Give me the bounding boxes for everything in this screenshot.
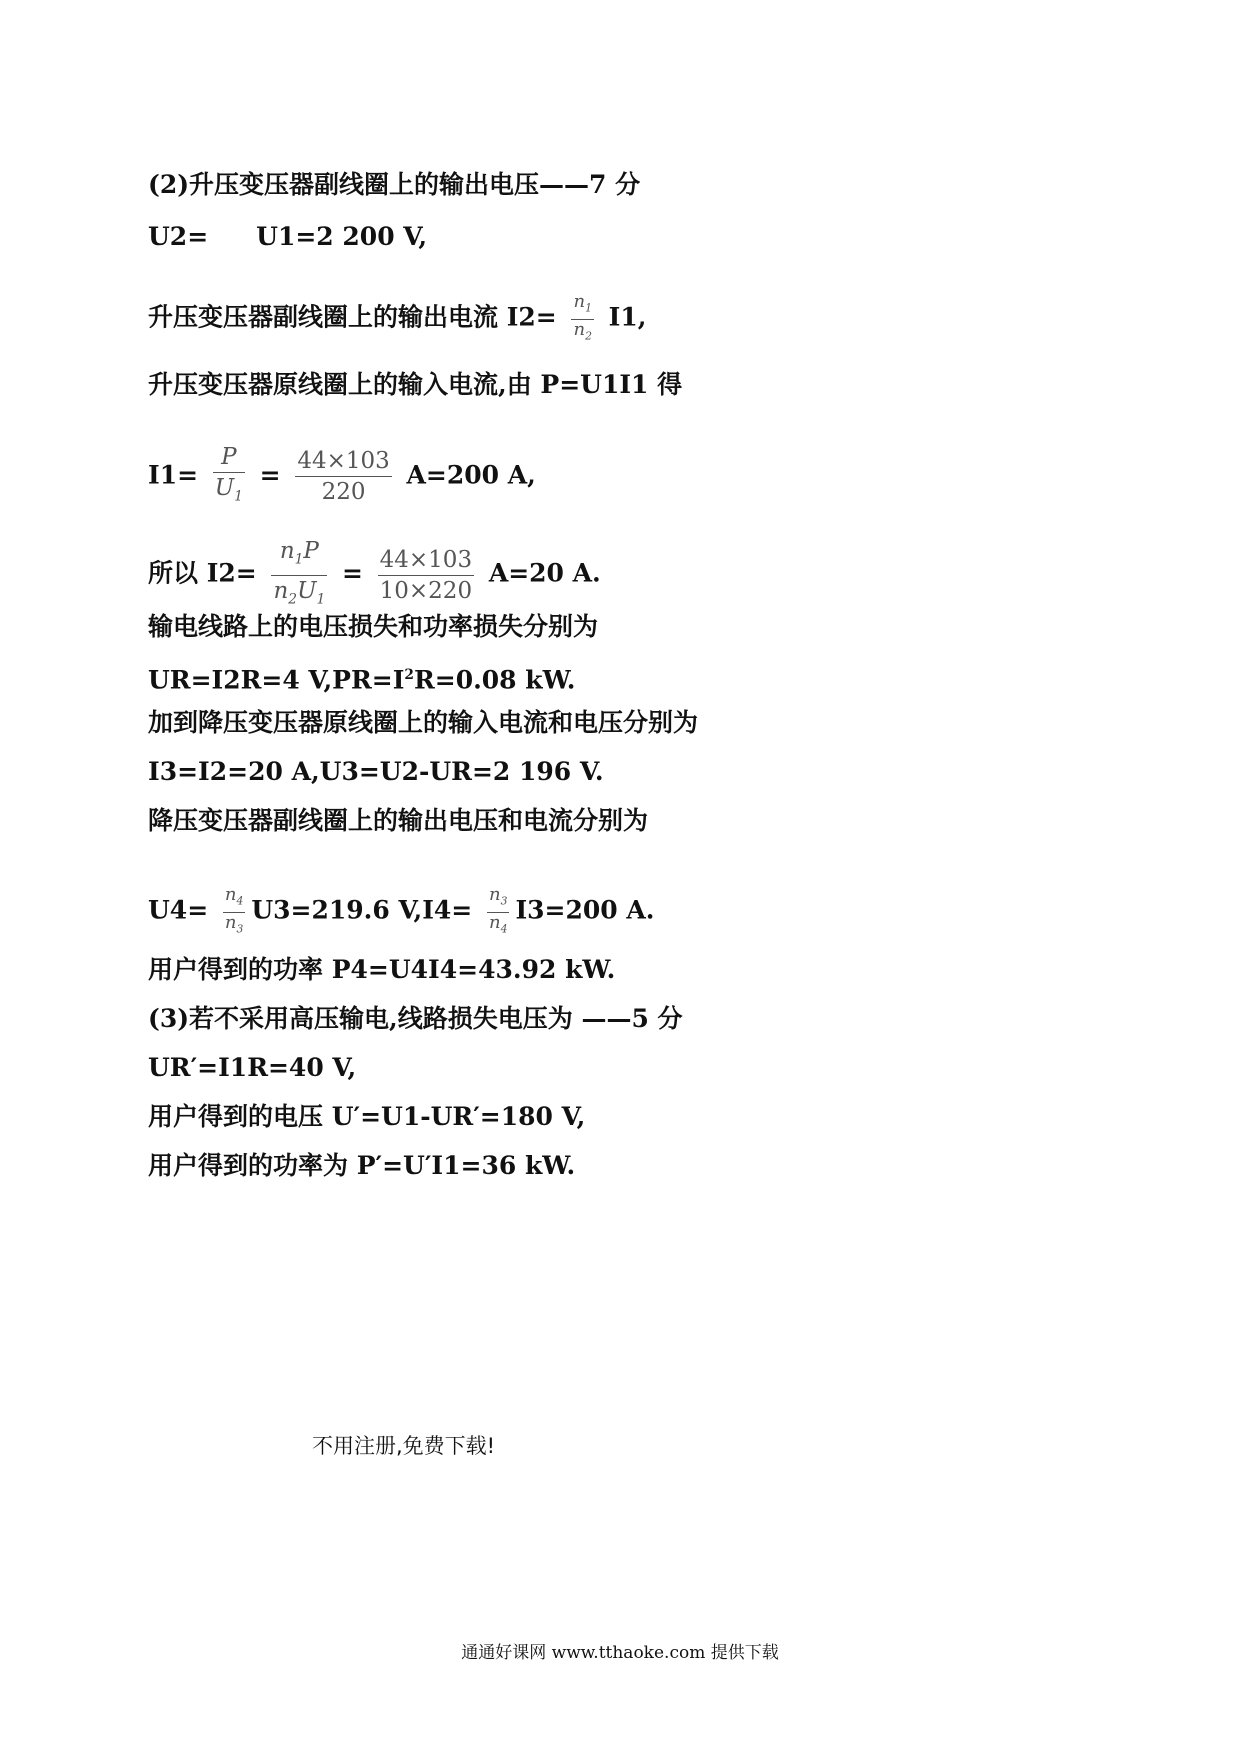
u2-value: U1=2 200 V,: [256, 222, 428, 251]
part2-heading: [148, 170, 640, 200]
stepdown-output-heading: [148, 806, 648, 836]
i3-u3-text: I3=I2=20 A,U3=U2-UR=2 196 V.: [148, 757, 604, 786]
ur-prime-text: UR′=I1R=40 V,: [148, 1053, 357, 1082]
primary-current-intro: [148, 370, 682, 400]
user-voltage-line: [148, 1102, 585, 1132]
i1-result: A=200 A,: [406, 460, 536, 490]
primary-current-intro-text: 升压变压器原线圈上的输入电流,由 P=U1I1 得: [148, 370, 683, 399]
user-voltage-text: 用户得到的电压 U′=U1-UR′=180 V,: [148, 1102, 586, 1131]
u4-label: U4=: [148, 895, 209, 925]
loss-heading: [148, 612, 598, 642]
i2-suffix: I1,: [608, 302, 647, 332]
part2-heading-text: (2)升压变压器副线圈上的输出电压——7 分: [148, 170, 641, 199]
fraction-i2-value: $\frac{44\times 103}{10\times 220}$: [379, 546, 473, 604]
i3-u3-equation: [148, 757, 604, 787]
fraction-n1p-over-n2u1: $\frac{n_1P}{n_2U_1}$: [273, 538, 326, 608]
i2-label: 升压变压器副线圈上的输出电流 I2=: [148, 302, 557, 332]
part3-heading-text: (3)若不采用高压输电,线路损失电压为 ——5 分: [148, 1004, 683, 1033]
i4-result: I3=200 A.: [515, 895, 655, 925]
stepdown-output-heading-text: 降压变压器副线圈上的输出电压和电流分别为: [148, 806, 649, 835]
i2-result-label: 所以 I2=: [148, 558, 257, 588]
ratio-n3-n4: $\frac{n_3}{n_4}$: [488, 884, 508, 936]
ur-prime-line: [148, 1053, 356, 1083]
i2-equation: [148, 292, 646, 346]
site-footer: 通通好课网 www.tthaoke.com 提供下载: [461, 1643, 779, 1663]
user-power-prime-text: 用户得到的功率为 P′=U′I1=36 kW.: [148, 1151, 576, 1180]
fraction-i1-value: $\frac{44\times 103}{220}$: [297, 448, 390, 506]
u4-i4-equation: [148, 885, 654, 939]
loss-heading-text: 输电线路上的电压损失和功率损失分别为: [148, 612, 599, 641]
u4-result: U3=219.6 V,I4=: [251, 895, 473, 925]
exponent: 2: [404, 667, 414, 683]
stepdown-input-heading-text: 加到降压变压器原线圈上的输入电流和电压分别为: [148, 708, 699, 737]
ratio-n4-n3: $\frac{n_4}{n_3}$: [224, 884, 244, 936]
equals-sign: =: [341, 558, 363, 588]
user-power-line: [148, 955, 615, 985]
loss-equation: [148, 660, 576, 695]
u2-equation: [148, 222, 427, 252]
part3-heading: [148, 1004, 683, 1034]
ratio-n1-n2: $\frac{n_1}{n_2}$: [573, 291, 592, 343]
stepdown-input-heading: [148, 708, 698, 738]
download-note: 不用注册,免费下载!: [312, 1434, 496, 1458]
u2-label: U2=: [148, 222, 209, 251]
i2-result-equation: [148, 536, 601, 614]
fraction-p-over-u1: $\frac{P}{U_1}$: [214, 444, 243, 505]
loss-equation-part1: UR=I2R=4 V,PR=I: [148, 665, 405, 695]
i2-result: A=20 A.: [488, 558, 601, 588]
user-power-prime-line: [148, 1151, 575, 1181]
user-power-text: 用户得到的功率 P4=U4I4=43.92 kW.: [148, 955, 616, 984]
loss-equation-part2: R=0.08 kW.: [413, 665, 576, 695]
i1-label: I1=: [148, 460, 199, 490]
equals-sign: =: [259, 460, 281, 490]
i1-equation: [148, 442, 536, 512]
